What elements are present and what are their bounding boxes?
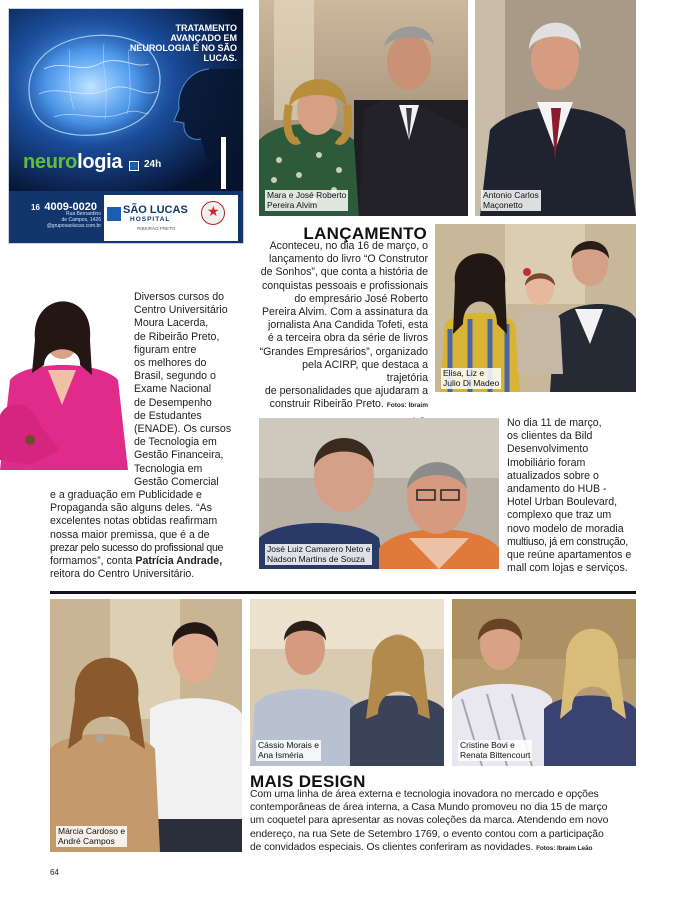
lancamento-line: é a terceira obra da série de livros (267, 332, 428, 345)
phone-prefix: 16 (31, 203, 40, 212)
ad-website[interactable]: @gruposaolucas.com.br (46, 223, 101, 229)
lancamento-line: de personalidades que ajudaram a (264, 385, 428, 398)
lancamento-line: lançamento do livro “O Construtor (269, 253, 428, 266)
caption-antonio-carlos (481, 190, 541, 211)
lancamento-line: construir Ribeirão Preto. (269, 398, 384, 411)
moura-text-narrow (134, 291, 239, 489)
caption-elisa-liz-julio (441, 368, 501, 389)
hospital-name: SÃO LUCAS (123, 204, 188, 216)
mais-design-line: um coquetel para apresentar as novas coleções da marca. Atendendo em novo (250, 815, 609, 827)
mais-design-line: de convidados especiais. Os clientes conferiram as novidades. (250, 841, 534, 853)
photo-mara-jose-roberto (259, 0, 468, 216)
lancamento-line: de Sonhos”, que conta a história de (260, 266, 428, 279)
phone-main: 4009-0020 (44, 201, 97, 213)
mais-design-last-line (250, 841, 640, 855)
moura-line: Propaganda são alguns deles. “As (50, 502, 212, 515)
moura-quote-end (50, 555, 240, 568)
photo-jose-luiz-nadson (259, 418, 499, 569)
mais-design-line: Com uma linha de área externa e tecnologia inovadora no mercado e opções (250, 789, 599, 800)
photo-mara-jose-roberto-image (259, 0, 468, 216)
ad-address (31, 211, 101, 229)
caption-line-2: Ana Isméria (258, 749, 304, 760)
caption-line-2: André Campos (58, 835, 115, 846)
sao-lucas-ad[interactable] (8, 8, 244, 244)
moura-line: prezar pelo sucesso do profissional que (50, 541, 224, 554)
moura-line: Centro Universitário (134, 304, 228, 317)
bild-line: Desenvolvimento (507, 443, 589, 456)
photo-credit: Fotos: Ibraim Leão (536, 844, 593, 852)
neurologia-logo-o: o (65, 151, 78, 173)
bild-line: atualizados sobre o (507, 469, 599, 482)
moura-line: Gestão Financeira, (134, 449, 224, 462)
photo-credit: Fotos: Ibraim (386, 402, 428, 410)
caption-mara-jose-roberto (265, 190, 348, 211)
photo-antonio-carlos-image (475, 0, 636, 216)
mais-design-text (250, 788, 640, 855)
lancamento-line: Aconteceu, no dia 16 de março, o (269, 240, 428, 252)
caption-line-2: Julio Di Madeo (443, 377, 500, 388)
mais-design-line: contemporâneas de área interna, a Casa Mundo promoveu no dia 15 de março (250, 802, 608, 814)
photo-cristine-renata (452, 599, 636, 766)
moura-name: Patrícia Andrade, (135, 555, 223, 568)
bild-line: novo modelo de moradia (507, 522, 624, 535)
caption-cassio-ana (256, 740, 321, 761)
hours-label: 24h (144, 159, 162, 170)
caption-line-1: Elisa, Liz e (443, 368, 485, 378)
lancamento-line: “Grandes Empresários”, organizado (259, 345, 428, 358)
hospital-sub: HOSPITAL (130, 216, 171, 223)
lancamento-line: Pereira Alvim. Com a assinatura da (261, 306, 428, 319)
mais-design-line: endereço, na rua Sete de Setembro 1769, o evento contou com a participação (250, 828, 604, 840)
moura-line: e a graduação em Publicidade e (50, 489, 202, 501)
photo-elisa-liz-julio (435, 224, 636, 392)
hospital-city: RIBEIRÃO PRETO (137, 226, 176, 231)
photo-patricia-andrade-image (0, 265, 130, 470)
moura-line: reitora do Centro Universitário. (50, 568, 195, 581)
caption-line-1: Mara e José Roberto (267, 190, 347, 200)
address-line-2: de Campos, 1426 (61, 217, 101, 223)
photo-marcia-andre (50, 599, 242, 852)
lancamento-text (259, 240, 428, 427)
moura-line: de Tecnologia em (134, 436, 217, 449)
star-icon: ★ (207, 203, 220, 219)
cross-icon (129, 161, 139, 171)
bild-line: andamento do HUB - (507, 483, 607, 496)
moura-text-wide (50, 489, 240, 581)
moura-line: Gestão Comercial (134, 475, 219, 488)
bild-line: complexo que traz um (507, 509, 612, 522)
caption-line-2: Nadson Martins de Souza (267, 553, 365, 564)
bild-line: Hotel Urban Boulevard, (507, 496, 618, 509)
moura-line: nossa maior premissa, que é a de (50, 528, 210, 541)
neurologia-logo (23, 151, 122, 174)
lancamento-title: LANÇAMENTO (303, 224, 427, 243)
moura-line: Brasil, segundo o (134, 370, 216, 383)
moura-line: formamos”, conta (50, 555, 133, 568)
lancamento-line: do empresário José Roberto (294, 292, 428, 305)
moura-line: Exame Nacional (134, 383, 212, 396)
caption-cristine-renata (458, 740, 532, 761)
moura-line: de Desempenho (134, 396, 212, 409)
caption-line-1: Antonio Carlos (483, 190, 539, 200)
moura-line: Diversos cursos do (134, 291, 225, 303)
caption-marcia-andre (56, 826, 127, 847)
photo-elisa-liz-julio-image (435, 224, 636, 392)
lancamento-line: pela ACIRP, que destaca a trajetória (302, 358, 428, 385)
bild-text (507, 417, 647, 575)
bild-line: que reúne apartamentos e (507, 549, 632, 562)
moura-line: (ENADE). Os cursos (134, 423, 232, 436)
section-divider (50, 591, 636, 594)
lancamento-line: jornalista Ana Candida Tofeti, esta (268, 319, 428, 332)
caption-line-1: José Luiz Camarero Neto e (267, 544, 371, 554)
moura-line: figuram entre (134, 343, 197, 356)
bild-line: No dia 11 de março, (507, 417, 602, 429)
lancamento-line: conquistas pessoais e profissionais (261, 279, 428, 292)
bild-line: multiuso, já em construção, (507, 535, 628, 548)
moura-line: excelentes notas obtidas reafirmam (50, 515, 218, 528)
photo-patricia-andrade (0, 265, 130, 470)
moura-line: Tecnologia em (134, 462, 203, 475)
ad-tagline: TRATAMENTO AVANÇADO EM NEUROLOGIA É NO SÃO LUCAS. (129, 23, 237, 63)
bild-line: mall com lojas e serviços. (507, 562, 628, 575)
caption-line-1: Cristine Bovi e (460, 740, 515, 750)
caption-line-1: Márcia Cardoso e (58, 826, 126, 836)
moura-line: os melhores do (134, 357, 207, 370)
caption-line-2: Pereira Alvim (267, 199, 318, 210)
page-number: 64 (50, 868, 59, 877)
mais-design-title: MAIS DESIGN (250, 772, 366, 791)
address-line-1: Rua Bernardino (65, 211, 101, 217)
moura-line: Moura Lacerda, (134, 317, 209, 330)
caption-line-2: Renata Bittencourt (460, 749, 531, 760)
caption-line-2: Maçonetto (483, 199, 523, 210)
hospital-cross-icon (107, 207, 121, 221)
moura-line: de Ribeirão Preto, (134, 330, 220, 343)
photo-marcia-andre-image (50, 599, 242, 852)
bild-line: os clientes da Bild (507, 430, 593, 443)
caption-line-1: Cássio Morais e (258, 740, 319, 750)
neurologia-logo-part-1: neur (23, 151, 66, 173)
moura-line: de Estudantes (134, 409, 202, 422)
caption-jose-luiz-nadson (265, 544, 372, 565)
photo-cassio-ana (250, 599, 444, 766)
photo-antonio-carlos (475, 0, 636, 216)
neurologia-logo-part-2: logia (77, 151, 123, 173)
bild-line: Imobiliário foram (507, 456, 586, 469)
